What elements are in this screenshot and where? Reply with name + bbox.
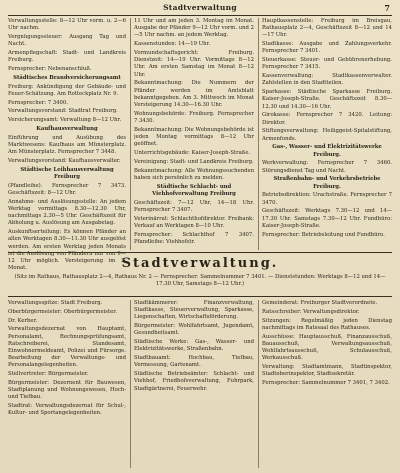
paragraph: Bekanntmachung: Die Nummern der Pfänder werden im Amtsblatt bekanntgegeben. Am 3. Mittwoch im Monat Versteigerung 14.30—16.30 Uhr. xyxy=(134,80,254,109)
section-heading: Straßenbahn- und Verkehrsbetriebe Freiburg. xyxy=(273,176,381,190)
bottom-column-2 xyxy=(134,300,254,470)
top-column-1 xyxy=(8,18,126,274)
page-number: 7 xyxy=(384,3,390,13)
paragraph: Versicherungsamt: Verwaltung 8—12 Uhr. xyxy=(8,117,122,124)
paragraph: Stadtkämmerer: Finanzverwaltung, Stadtkasse, Steuerverwaltung, Sparkasse, Liegenschaften, Wirtschaftsförderung. xyxy=(134,300,254,321)
column-divider xyxy=(258,18,259,250)
section-rule xyxy=(8,296,392,297)
paragraph: Ratsschreiber: Verwaltungsdirektor. xyxy=(262,308,360,315)
section-heading: Städtisches Brandversicherungsamt xyxy=(13,74,121,81)
paragraph: Stellvertreter: Bürgermeister. xyxy=(8,371,89,378)
paragraph: Stadtrat: Verwaltungsdezernat für Schul-, Kultur- und Sportangelegenheiten. xyxy=(8,403,126,417)
paragraph: Girokasse: Fernsprecher 7 3420. Leitung: Direktor. xyxy=(262,112,392,126)
section-heading: Kaufhausverwaltung xyxy=(36,125,98,132)
paragraph: Wohnungsbehörde: Freiburg. Fernsprecher 7 3430. xyxy=(134,110,254,125)
paragraph: Fernsprecher: Schlachthof 7 3407. Pfandleihe: Viehhofstr. xyxy=(134,231,254,245)
top-column-2 xyxy=(134,18,254,248)
top-column-3 xyxy=(262,18,392,240)
section-heading: Städtische Leihhausverwaltung Freiburg xyxy=(20,166,114,180)
paragraph: Verwaltungsstelle: 8—12 Uhr vorm. u. 2—6 Uhr nachm. xyxy=(8,18,126,32)
paragraph: Vergnügungssteuer: Ausgang Tag und Nacht. xyxy=(8,34,126,48)
paragraph: Vereinigung: Stadt- und Landkreis Freiburg. xyxy=(134,158,254,165)
paragraph: Einführung und Ausübung des Marktwesens: Kaufhaus am Münsterplatz. Am Münsterplatz. Fernsprecher 7 3448. xyxy=(8,134,126,156)
paragraph: Sitzungen: Regelmäßig jeden Dienstag nachmittags im Ratssaal des Rathauses. xyxy=(262,317,392,331)
paragraph: Bürgermeister: Wohlfahrtsamt, Jugendamt, Gesundheitsamt. xyxy=(134,323,254,337)
paragraph: Freiburg: Ankündigung der Gebäude- und Feuer-Schätzung. Am Rotteckplatz Nr. 9. xyxy=(8,83,126,97)
bottom-column-1 xyxy=(8,300,126,470)
paragraph: Veterinärrat: Schlachthofdirektor. Freibank: Verkauf an Werktagen 8—10 Uhr. xyxy=(134,215,254,229)
paragraph: Verwaltungsdezernat von Hauptamt, Personalamt, Rechnungsprüfungsamt, Ratschreiberei, Standesamt, Einwohnermeldeamt, Polizei und Fürsorge. Bearbeitung der Verwaltungs- und Personalangelegenheiten. xyxy=(8,326,126,369)
paragraph: Annahme- und Auslösungsstelle: An jedem Werktag vormittags 8.30—12.30 Uhr, nachmittags 2.30—5 Uhr. Geschäftszeit für Abholung u. Auslösung am Ausgabetag. xyxy=(8,198,126,227)
section-subtitle: (Sitz im Rathaus, Rathausplatz 2—4, Rathaus Nr. 2 — Fernsprecher: Sammelnummer 7 3401. — Dienststunden: Werktags 8—12 und 14—17.30 Uhr, Samstags 8—12 Uhr.) xyxy=(14,274,386,288)
paragraph: Fernsprecher: 7 3400. xyxy=(8,99,68,106)
paragraph: Städtische Werke: Gas-, Wasser- und Elektrizitätswerke, Straßenbahn. xyxy=(134,339,254,353)
paragraph: Geschäftszeit: 7—12 Uhr, 14—18 Uhr. Fernsprecher 7 3407. xyxy=(134,199,254,213)
section-heading: Städtische Schlacht- und Viehhofverwaltung Freiburg xyxy=(152,183,236,197)
paragraph: Unterrichtsgebäude: Kaiser-Joseph-Straße. xyxy=(134,150,251,157)
paragraph: Ausschüsse: Hauptausschuß, Finanzausschuß, Bauausschuß, Verwaltungsausschuß, Wohlfahrtsausschuß, Schulausschuß, Werkausschuß. xyxy=(262,333,392,362)
paragraph: Verwaltungsspitze: Stadt Freiburg. xyxy=(8,300,103,306)
paragraph: Stadtbauamt: Hochbau, Tiefbau, Vermessung, Gartenamt. xyxy=(134,355,254,369)
paragraph: Verwaltung: Stadtamtmann, Stadtinspektor, Stadtoberinspektor, Stadtsekretär. xyxy=(262,364,392,378)
paragraph: Sparkasse: Städtische Sparkasse Freiburg. Kaiser-Joseph-Straße. Geschäftszeit 8.30—12.30 und 14.30—16 Uhr. xyxy=(262,89,392,110)
paragraph: Vormundschaftsgericht: Freiburg. Dienstzeit: 14—19 Uhr. Vormittags 8—12 Uhr. Am ersten Samstag im Monat 8—12 Uhr. xyxy=(134,50,254,78)
page-header xyxy=(8,3,392,15)
section-heading: Gas-, Wasser- und Elektrizitätswerke Freiburg. xyxy=(272,144,382,158)
paragraph: Stadtkasse: Ausgabe und Zahlungsverkehr. Fernsprecher 7 3401. xyxy=(262,41,392,55)
paragraph: Steuerkasse: Steuer- und Gebührenerhebung. Fernsprecher 7 3415. xyxy=(262,57,392,71)
paragraph: Bürgermeister: Dezernent für Bauwesen, Stadtplanung und Wohnungswesen, Hoch- und Tiefbau. xyxy=(8,380,126,401)
paragraph: Armenpflegschaft: Stadt- und Landkreis Freiburg. xyxy=(8,50,126,64)
paragraph: Kassenverwaltung: Stadtkassenverwalter. Zahlstellen in den Stadtteilen. xyxy=(262,73,392,87)
paragraph: Verwaltungsvorstand: Stadtrat Freiburg. xyxy=(8,108,118,115)
section-rule xyxy=(8,252,392,253)
paragraph: Werkverwaltung: Fernsprecher 7 3460. Störungsdienst Tag und Nacht. xyxy=(262,160,392,174)
paragraph: Fernsprecher: Sammelnummer 7 3401, 7 3402. xyxy=(262,380,390,386)
column-divider xyxy=(130,300,131,468)
column-divider xyxy=(130,18,131,250)
paragraph: Bekanntmachung: Alle Wohnungssuchenden haben sich persönlich zu melden. xyxy=(134,167,254,181)
paragraph: Dr. Kerber. xyxy=(8,317,38,324)
header-rule xyxy=(8,15,392,16)
paragraph: Betriebsdirektion: Urachstraße. Fernsprecher 7 3470. xyxy=(262,192,392,206)
column-divider xyxy=(258,300,259,468)
paragraph: Gemeinderat: Freiburger Stadtverordnete. xyxy=(262,300,378,306)
paragraph: Fernsprecher: Betriebsleitung und Fundbüro. xyxy=(262,231,385,238)
running-title: Stadtverwaltung xyxy=(163,3,237,12)
paragraph: Bekanntmachung: Die Wohnungsbehörde ist jeden Montag vormittags 8—12 Uhr geöffnet. xyxy=(134,126,254,148)
paragraph: Städtische Betriebsämter: Schlacht- und Viehhof, Friedhofsverwaltung, Fuhrpark, Stadtgärtnerei, Feuerwehr. xyxy=(134,371,254,392)
section-title: Stadtverwaltung. xyxy=(121,256,279,271)
bottom-column-3 xyxy=(262,300,392,470)
paragraph: Oberbürgermeister: Oberbürgermeister. xyxy=(8,308,117,315)
paragraph: Verwaltungsvorstand: Kaufhausverwalter. xyxy=(8,157,121,164)
paragraph: Geschäftszeit: Werktags 7.30—12 und 14—17.30 Uhr. Samstags 7.30—12 Uhr. Fundbüro: Kaiser-Joseph-Straße. xyxy=(262,208,392,229)
paragraph: Stiftungsverwaltung: Heiliggeist-Spitalstiftung, Armenfonds. xyxy=(262,128,392,142)
paragraph: Fernsprecher: Nebenanschluß. xyxy=(8,66,92,72)
paragraph: Auskunftserteilung: Es können Pfänder an allen Werktagen 8.30—11.30 Uhr ausgelöst werden. Am ersten Werktag jeden Monats ist die Auslösung von Pfändern nur von 9—12 Uhr möglich. Versteigerung im 2. Monat. xyxy=(8,229,126,272)
paragraph: Hauptkassenstelle: Freiburg im Breisgau, Rathausplatz 2—4, Geschäftszeit 8—12 und 14—17 Uhr. xyxy=(262,18,392,39)
paragraph: (Pfandleihe). Fernsprecher 7 3473. Geschäftszeit: 8—12 Uhr. xyxy=(8,182,126,196)
paragraph: 11 Uhr und am jeden 3. Montag im Monat. Ausgabe der Pfänder 9—12 Uhr vorm. und 2—5 Uhr nachm. an jedem Werktag. xyxy=(134,18,254,39)
paragraph: Kassenstunden: 14—19 Uhr. xyxy=(134,41,211,48)
